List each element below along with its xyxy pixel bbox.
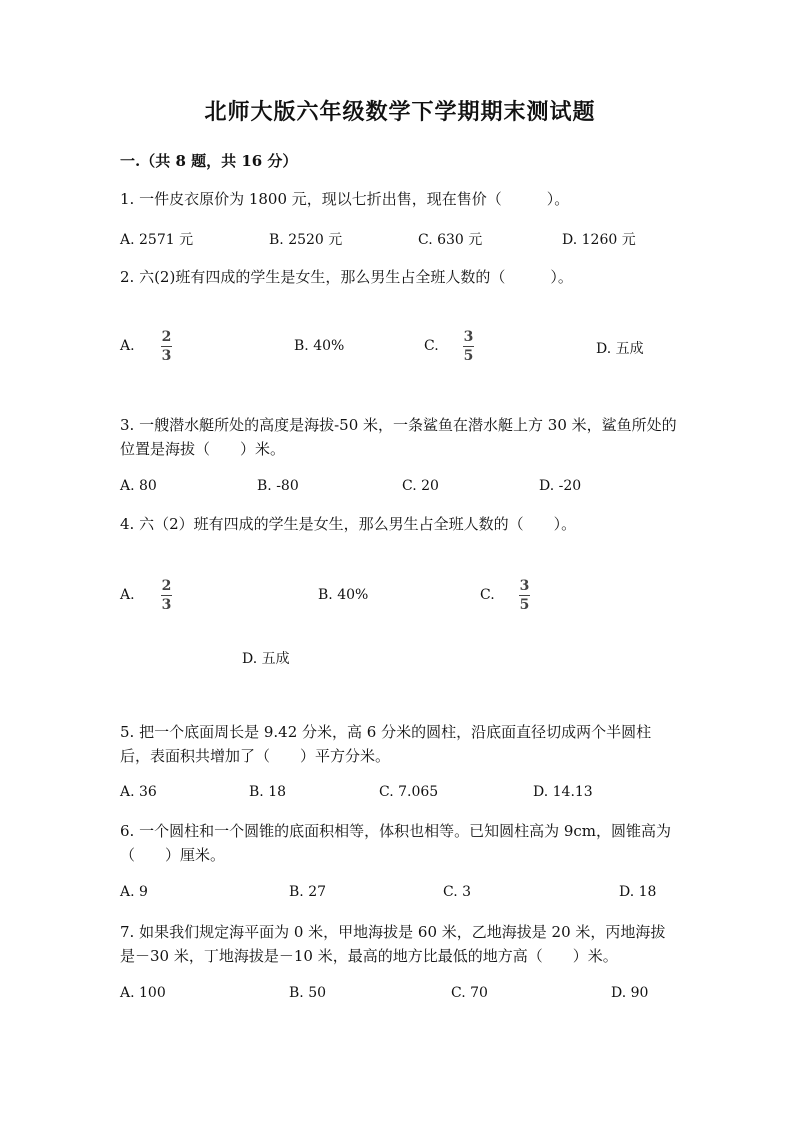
question-5-option-d[interactable]: D. 14.13 xyxy=(533,784,593,800)
fraction-denominator: 5 xyxy=(519,597,530,613)
question-4-option-d[interactable]: D. 五成 xyxy=(242,651,290,667)
question-6-option-a[interactable]: A. 9 xyxy=(120,884,148,900)
fraction-numerator: 2 xyxy=(161,578,172,594)
question-6-option-d[interactable]: D. 18 xyxy=(619,884,657,900)
question-4-option-b[interactable]: B. 40% xyxy=(318,587,369,603)
option-label: A. xyxy=(120,338,135,354)
section-heading: 一.（共 8 题，共 16 分） xyxy=(120,152,298,170)
fraction-two-thirds xyxy=(161,578,172,613)
fraction-denominator: 3 xyxy=(161,348,172,364)
fraction-bar xyxy=(519,595,530,596)
question-2-option-d[interactable]: D. 五成 xyxy=(596,341,644,357)
fraction-numerator: 2 xyxy=(161,329,172,345)
question-6-option-b[interactable]: B. 27 xyxy=(289,884,327,900)
question-7-option-b[interactable]: B. 50 xyxy=(289,985,327,1001)
option-label: C. xyxy=(480,587,495,603)
question-4-option-c[interactable] xyxy=(480,587,495,603)
question-5-option-a[interactable]: A. 36 xyxy=(120,784,157,800)
question-1-text: 1. 一件皮衣原价为 1800 元，现以七折出售，现在售价（ ）。 xyxy=(120,190,570,208)
question-3-option-b[interactable]: B. -80 xyxy=(257,478,299,494)
question-4-option-a[interactable] xyxy=(120,587,135,603)
question-3-option-d[interactable]: D. -20 xyxy=(539,478,582,494)
fraction-numerator: 3 xyxy=(519,578,530,594)
fraction-three-fifths xyxy=(519,578,530,613)
question-3-option-a[interactable]: A. 80 xyxy=(120,478,157,494)
question-7-option-d[interactable]: D. 90 xyxy=(611,985,649,1001)
question-1-option-a[interactable]: A. 2571 元 xyxy=(120,232,194,248)
fraction-bar xyxy=(161,346,172,347)
question-1-option-b[interactable]: B. 2520 元 xyxy=(269,232,343,248)
fraction-bar xyxy=(161,595,172,596)
option-label: A. xyxy=(120,587,135,603)
question-2-option-b[interactable]: B. 40% xyxy=(294,338,345,354)
question-7-option-a[interactable]: A. 100 xyxy=(120,985,166,1001)
question-2-option-c[interactable] xyxy=(424,338,439,354)
question-5-option-b[interactable]: B. 18 xyxy=(249,784,287,800)
question-3-text: 3. 一艘潜水艇所处的高度是海拔-50 米，一条鲨鱼在潜水艇上方 30 米，鲨鱼所处的位置是海拔（ ）米。 xyxy=(120,416,677,458)
fraction-two-thirds xyxy=(161,329,172,364)
question-6-option-c[interactable]: C. 3 xyxy=(443,884,472,900)
question-2-text: 2. 六(2)班有四成的学生是女生，那么男生占全班人数的（ ）。 xyxy=(120,268,573,286)
question-4-text: 4. 六（2）班有四成的学生是女生，那么男生占全班人数的（ ）。 xyxy=(120,515,577,533)
question-3-option-c[interactable]: C. 20 xyxy=(402,478,439,494)
question-7-option-c[interactable]: C. 70 xyxy=(451,985,488,1001)
fraction-three-fifths xyxy=(463,329,474,364)
fraction-denominator: 5 xyxy=(463,348,474,364)
question-1-option-d[interactable]: D. 1260 元 xyxy=(562,232,636,248)
question-1-option-c[interactable]: C. 630 元 xyxy=(418,232,483,248)
question-7-text: 7. 如果我们规定海平面为 0 米，甲地海拔是 60 米，乙地海拔是 20 米，丙地海拔是－30 米，丁地海拔是－10 米，最高的地方比最低的地方高（ ）米。 xyxy=(120,923,666,965)
fraction-numerator: 3 xyxy=(463,329,474,345)
question-5-option-c[interactable]: C. 7.065 xyxy=(379,784,439,800)
question-6-text: 6. 一个圆柱和一个圆锥的底面积相等，体积也相等。已知圆柱高为 9cm，圆锥高为（ ）厘米。 xyxy=(120,822,672,864)
fraction-bar xyxy=(463,346,474,347)
question-5-text: 5. 把一个底面周长是 9.42 分米，高 6 分米的圆柱，沿底面直径切成两个半圆柱后，表面积共增加了（ ）平方分米。 xyxy=(120,723,652,765)
option-label: C. xyxy=(424,338,439,354)
question-2-option-a[interactable] xyxy=(120,338,135,354)
fraction-denominator: 3 xyxy=(161,597,172,613)
page-title: 北师大版六年级数学下学期期末测试题 xyxy=(204,99,596,125)
